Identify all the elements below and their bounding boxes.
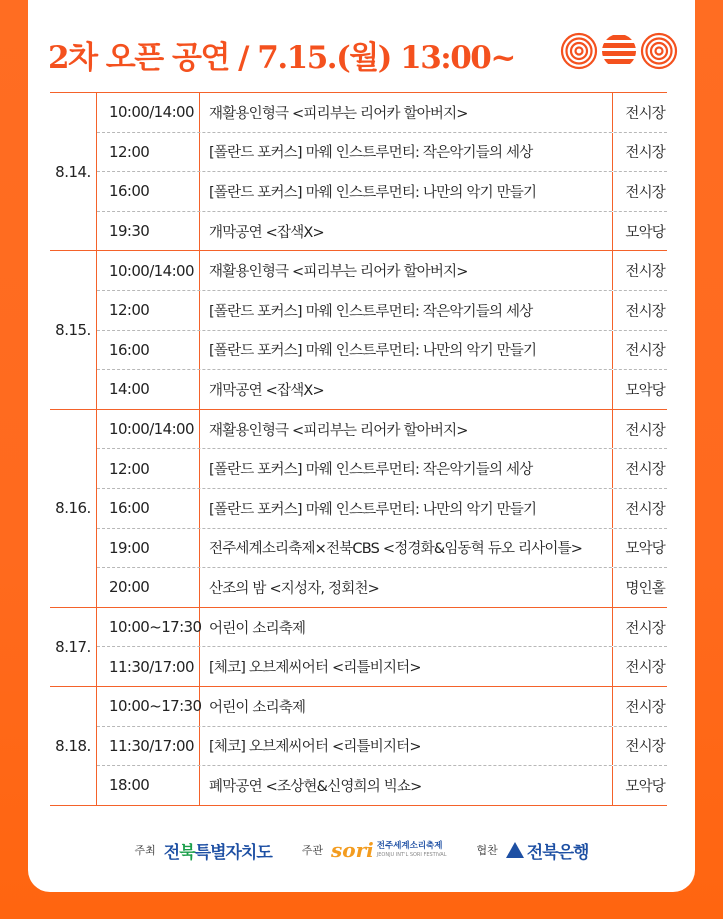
schedule-row [97,93,667,133]
program-cell: 전주세계소리축제×전북CBS <정경화&임동혁 듀오 리사이틀> [209,541,583,558]
program-cell: [폴란드 포커스] 마웨 인스트루먼티: 나만의 악기 만들기 [209,501,537,518]
schedule-row [97,766,667,805]
host-name-c: 특별자치도 [194,842,272,863]
venue-cell: 전시장 [612,93,667,132]
host-name-b: 북 [179,842,195,863]
date-cell: 8.17. [50,608,97,686]
date-group [50,608,667,687]
schedule-row [97,727,667,767]
schedule-row [97,489,667,529]
bank-logo-icon [506,842,524,858]
program-cell: [폴란드 포커스] 마웨 인스트루먼티: 작은악기들의 세상 [209,303,533,320]
program-cell: [폴란드 포커스] 마웨 인스트루먼티: 나만의 악기 만들기 [209,184,537,201]
program-cell: 폐막공연 <조상현&신영희의 빅쇼> [209,778,422,795]
concentric-circle-icon [560,32,598,70]
program-cell: [폴란드 포커스] 마웨 인스트루먼티: 나만의 악기 만들기 [209,343,537,360]
schedule-row [97,133,667,173]
time-cell: 11:30/17:00 [97,647,200,686]
date-group [50,93,667,251]
time-cell: 10:00/14:00 [97,93,200,132]
time-cell: 10:00~17:30 [97,687,200,726]
schedule-row [97,568,667,607]
venue-cell: 전시장 [612,608,667,647]
schedule-row [97,212,667,251]
schedule-row [97,172,667,212]
program-cell: 어린이 소리축제 [209,620,306,637]
schedule-row [97,608,667,648]
time-cell: 12:00 [97,133,200,172]
program-cell: [체코] 오브제씨어터 <리틀비지터> [209,660,421,677]
time-cell: 19:30 [97,212,200,251]
venue-cell: 전시장 [612,133,667,172]
striped-circle-icon [600,32,638,70]
sponsor-name: 전북은행 [526,842,589,863]
organizer-subname: JEONJU INT'L SORI FESTIVAL [376,851,447,858]
venue-cell: 전시장 [612,172,667,211]
organizer-name: 전주세계소리축제 [376,841,443,852]
time-cell: 10:00/14:00 [97,410,200,449]
sori-logo-word: sori [331,838,374,862]
time-cell: 16:00 [97,331,200,370]
concentric-circles-decoration [560,32,678,70]
date-group [50,251,667,409]
organizer-logo [331,838,446,862]
program-cell: [폴란드 포커스] 마웨 인스트루먼티: 작은악기들의 세상 [209,145,533,162]
venue-cell: 전시장 [612,410,667,449]
footer-credits [28,830,695,870]
program-cell: 재활용인형극 <피리부는 리어카 할아버지> [209,422,468,439]
page-title: 2차 오픈 공연 / 7.15.(월) 13:00~ [48,39,515,76]
schedule-row [97,687,667,727]
host-name-a: 전 [163,842,180,863]
schedule-row [97,251,667,291]
date-cell: 8.15. [50,251,97,408]
time-cell: 14:00 [97,370,200,409]
date-cell: 8.16. [50,410,97,607]
date-group [50,410,667,608]
date-cell: 8.18. [50,687,97,805]
venue-cell: 모악당 [612,766,667,805]
host-logo [164,838,272,863]
venue-cell: 전시장 [612,489,667,528]
program-cell: [체코] 오브제씨어터 <리틀비지터> [209,739,421,756]
organizer-label: 주관 [301,844,324,857]
time-cell: 10:00~17:30 [97,608,200,647]
time-cell: 12:00 [97,449,200,488]
venue-cell: 모악당 [612,370,667,409]
venue-cell: 전시장 [612,727,667,766]
schedule-row [97,370,667,409]
time-cell: 16:00 [97,489,200,528]
program-cell: 재활용인형극 <피리부는 리어카 할아버지> [209,105,468,122]
venue-cell: 전시장 [612,449,667,488]
venue-cell: 전시장 [612,331,667,370]
program-cell: 개막공연 <잡색X> [209,224,324,241]
schedule-row [97,291,667,331]
schedule-row [97,410,667,450]
header [48,34,678,74]
time-cell: 16:00 [97,172,200,211]
schedule-row [97,331,667,371]
date-group [50,687,667,806]
program-cell: 산조의 밤 <지성자, 정회천> [209,580,380,597]
schedule-row [97,529,667,569]
concentric-circle-icon [640,32,678,70]
venue-cell: 모악당 [612,212,667,251]
sponsor-label: 협찬 [476,844,498,857]
time-cell: 18:00 [97,766,200,805]
venue-cell: 전시장 [612,647,667,686]
time-cell: 12:00 [97,291,200,330]
venue-cell: 전시장 [612,291,667,330]
venue-cell: 전시장 [612,251,667,290]
schedule-row [97,647,667,686]
sponsor-logo [506,838,589,863]
program-cell: 어린이 소리축제 [209,699,306,716]
time-cell: 10:00/14:00 [97,251,200,290]
schedule-card [28,0,695,892]
schedule-table [50,92,667,806]
date-cell: 8.14. [50,93,97,250]
program-cell: 재활용인형극 <피리부는 리어카 할아버지> [209,264,468,281]
schedule-row [97,449,667,489]
time-cell: 20:00 [97,568,200,607]
program-cell: 개막공연 <잡색X> [209,382,324,399]
program-cell: [폴란드 포커스] 마웨 인스트루먼티: 작은악기들의 세상 [209,462,533,479]
time-cell: 19:00 [97,529,200,568]
host-label: 주최 [134,844,156,857]
venue-cell: 명인홀 [612,568,667,607]
venue-cell: 전시장 [612,687,667,726]
venue-cell: 모악당 [612,529,667,568]
time-cell: 11:30/17:00 [97,727,200,766]
